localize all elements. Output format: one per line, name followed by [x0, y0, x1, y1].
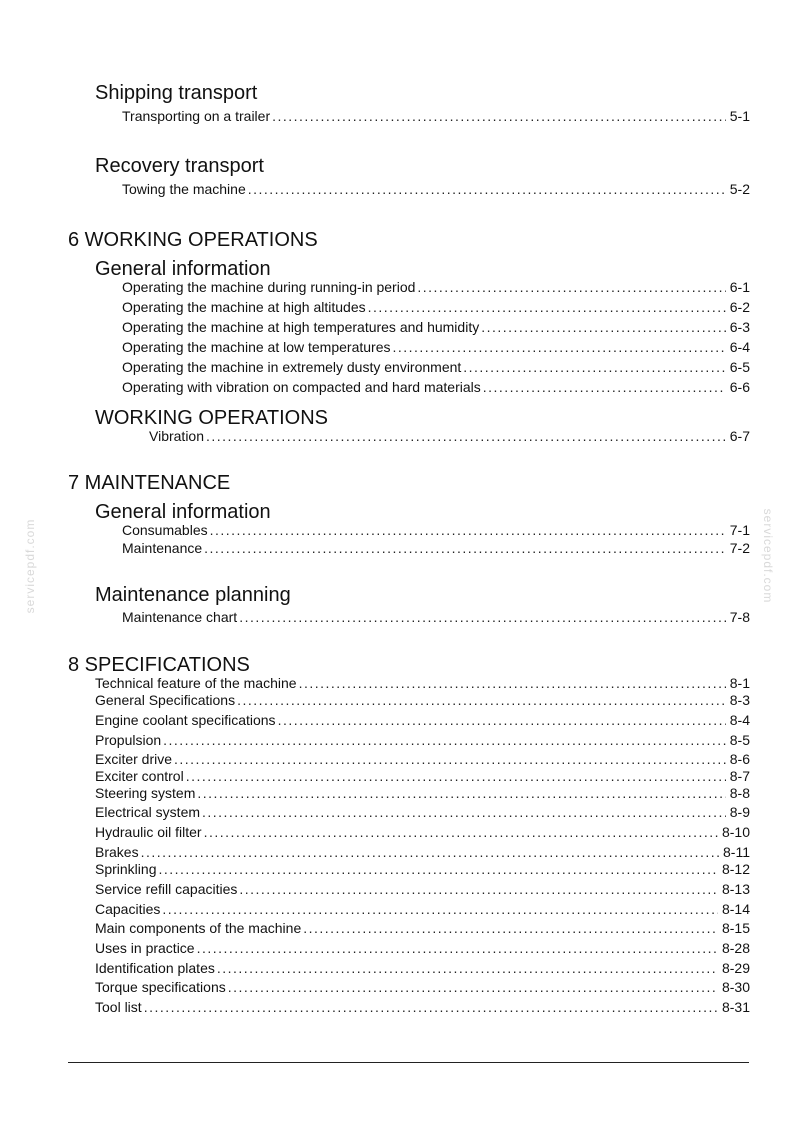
dot-leader — [276, 712, 726, 728]
toc-entry[interactable] — [122, 379, 750, 395]
toc-entry-page-number: 7-8 — [729, 609, 750, 625]
toc-entry-page-number: 8-7 — [729, 768, 750, 784]
chapter-heading: 8 SPECIFICATIONS — [68, 654, 250, 676]
toc-entry[interactable] — [95, 804, 750, 820]
toc-entry-page-number: 8-13 — [721, 881, 750, 897]
toc-entry-page-number: 8-28 — [721, 940, 750, 956]
dot-leader — [226, 979, 718, 995]
toc-entry-title: Propulsion — [95, 732, 162, 748]
toc-entry-title: Exciter control — [95, 768, 184, 784]
toc-entry[interactable] — [95, 940, 750, 956]
section-heading: Maintenance planning — [95, 584, 291, 606]
toc-entry-title: Uses in practice — [95, 940, 195, 956]
dot-leader — [297, 675, 726, 691]
dot-leader — [270, 108, 726, 124]
toc-entry-page-number: 8-4 — [729, 712, 750, 728]
toc-entry[interactable] — [95, 960, 750, 976]
toc-entry-title: Operating the machine during running-in period — [122, 279, 416, 295]
toc-entry-title: Exciter drive — [95, 751, 173, 767]
toc-entry[interactable] — [95, 675, 750, 691]
toc-entry-title: Transporting on a trailer — [122, 108, 271, 124]
toc-entry-title: Sprinkling — [95, 861, 157, 877]
toc-entry[interactable] — [122, 181, 750, 197]
dot-leader — [390, 339, 725, 355]
dot-leader — [246, 181, 726, 197]
toc-entry[interactable] — [122, 522, 750, 538]
toc-entry-page-number: 5-1 — [729, 108, 750, 124]
section-heading: General information — [95, 501, 271, 523]
dot-leader — [200, 804, 726, 820]
toc-entry-page-number: 6-6 — [729, 379, 750, 395]
dot-leader — [237, 881, 718, 897]
toc-entry-title: Operating the machine at high altitudes — [122, 299, 366, 315]
toc-entry-title: Maintenance chart — [122, 609, 238, 625]
toc-entry-page-number: 8-10 — [721, 824, 750, 840]
toc-entry[interactable] — [95, 692, 750, 708]
toc-entry-page-number: 8-31 — [721, 999, 750, 1015]
toc-entry[interactable] — [95, 768, 750, 784]
dot-leader — [160, 901, 718, 917]
toc-entry[interactable] — [95, 999, 750, 1015]
toc-entry-page-number: 8-30 — [721, 979, 750, 995]
toc-entry[interactable] — [122, 339, 750, 355]
toc-entry-title: Engine coolant specifications — [95, 712, 276, 728]
dot-leader — [237, 609, 726, 625]
dot-leader — [172, 751, 726, 767]
toc-entry[interactable] — [122, 359, 750, 375]
toc-entry[interactable] — [95, 844, 750, 860]
toc-entry[interactable] — [122, 540, 750, 556]
dot-leader — [301, 920, 718, 936]
dot-leader — [204, 428, 726, 444]
dot-leader — [195, 785, 725, 801]
toc-entry-page-number: 8-29 — [721, 960, 750, 976]
toc-entry-title: Operating the machine at high temperatures and humidity — [122, 319, 480, 335]
dot-leader — [235, 692, 726, 708]
toc-entry-title: Steering system — [95, 785, 196, 801]
toc-entry[interactable] — [122, 279, 750, 295]
toc-entry-title: Towing the machine — [122, 181, 246, 197]
toc-entry-page-number: 6-3 — [729, 319, 750, 335]
dot-leader — [202, 540, 726, 556]
dot-leader — [481, 379, 726, 395]
toc-entry-title: Electrical system — [95, 804, 201, 820]
footer-rule — [68, 1062, 749, 1063]
toc-entry[interactable] — [122, 609, 750, 625]
toc-entry-title: Operating the machine at low temperatures — [122, 339, 391, 355]
toc-entry-page-number: 5-2 — [729, 181, 750, 197]
section-heading: Shipping transport — [95, 82, 258, 104]
toc-entry-title: Operating the machine in extremely dusty environment — [122, 359, 462, 375]
toc-entry-page-number: 6-7 — [729, 428, 750, 444]
toc-entry-page-number: 8-11 — [723, 844, 750, 860]
toc-entry-page-number: 8-3 — [729, 692, 750, 708]
toc-entry[interactable] — [95, 881, 750, 897]
toc-entry-page-number: 6-2 — [729, 299, 750, 315]
toc-entry[interactable] — [95, 979, 750, 995]
toc-entry-page-number: 8-15 — [721, 920, 750, 936]
dot-leader — [202, 824, 718, 840]
toc-entry-page-number: 7-1 — [729, 522, 750, 538]
toc-entry-page-number: 8-8 — [729, 785, 750, 801]
toc-entry[interactable] — [95, 861, 750, 877]
dot-leader — [195, 940, 718, 956]
section-heading: WORKING OPERATIONS — [95, 407, 328, 429]
toc-entry[interactable] — [95, 732, 750, 748]
toc-entry-title: Vibration — [149, 428, 205, 444]
toc-entry-page-number: 8-14 — [721, 901, 750, 917]
toc-entry[interactable] — [122, 299, 750, 315]
toc-entry-title: Service refill capacities — [95, 881, 238, 897]
toc-entry-title: General Specifications — [95, 692, 236, 708]
toc-entry[interactable] — [122, 319, 750, 335]
toc-entry[interactable] — [95, 901, 750, 917]
dot-leader — [184, 768, 726, 784]
toc-entry[interactable] — [95, 751, 750, 767]
dot-leader — [208, 522, 726, 538]
watermark-right: servicepdf.com — [761, 508, 775, 604]
toc-entry-page-number: 7-2 — [729, 540, 750, 556]
dot-leader — [156, 861, 717, 877]
section-heading: Recovery transport — [95, 155, 264, 177]
toc-entry-title: Hydraulic oil filter — [95, 824, 202, 840]
dot-leader — [139, 844, 719, 860]
toc-entry[interactable] — [95, 712, 750, 728]
toc-entry-page-number: 8-1 — [729, 675, 750, 691]
toc-entry-title: Tool list — [95, 999, 142, 1015]
chapter-heading: 6 WORKING OPERATIONS — [68, 229, 318, 251]
chapter-heading: 7 MAINTENANCE — [68, 472, 231, 494]
toc-entry-page-number: 8-6 — [729, 751, 750, 767]
toc-entry-title: Technical feature of the machine — [95, 675, 297, 691]
toc-entry-page-number: 8-9 — [729, 804, 750, 820]
toc-entry[interactable] — [95, 824, 750, 840]
dot-leader — [479, 319, 726, 335]
toc-entry-page-number: 6-4 — [729, 339, 750, 355]
toc-entry-title: Torque specifications — [95, 979, 226, 995]
dot-leader — [366, 299, 726, 315]
watermark-left: servicepdf.com — [23, 518, 37, 614]
toc-entry[interactable] — [149, 428, 750, 444]
toc-entry-page-number: 8-12 — [721, 861, 750, 877]
toc-entry-page-number: 8-5 — [729, 732, 750, 748]
toc-entry-title: Consumables — [122, 522, 208, 538]
toc-entry[interactable] — [95, 785, 750, 801]
toc-entry-title: Brakes — [95, 844, 139, 860]
dot-leader — [215, 960, 718, 976]
toc-entry-page-number: 6-1 — [729, 279, 750, 295]
dot-leader — [415, 279, 725, 295]
toc-entry-title: Identification plates — [95, 960, 215, 976]
section-heading: General information — [95, 258, 271, 280]
toc-entry-title: Main components of the machine — [95, 920, 302, 936]
toc-entry-page-number: 6-5 — [729, 359, 750, 375]
toc-entry-title: Maintenance — [122, 540, 203, 556]
toc-entry-title: Capacities — [95, 901, 161, 917]
toc-entry[interactable] — [122, 108, 750, 124]
toc-entry[interactable] — [95, 920, 750, 936]
dot-leader — [142, 999, 718, 1015]
dot-leader — [461, 359, 725, 375]
toc-entry-title: Operating with vibration on compacted and hard materials — [122, 379, 481, 395]
dot-leader — [161, 732, 726, 748]
